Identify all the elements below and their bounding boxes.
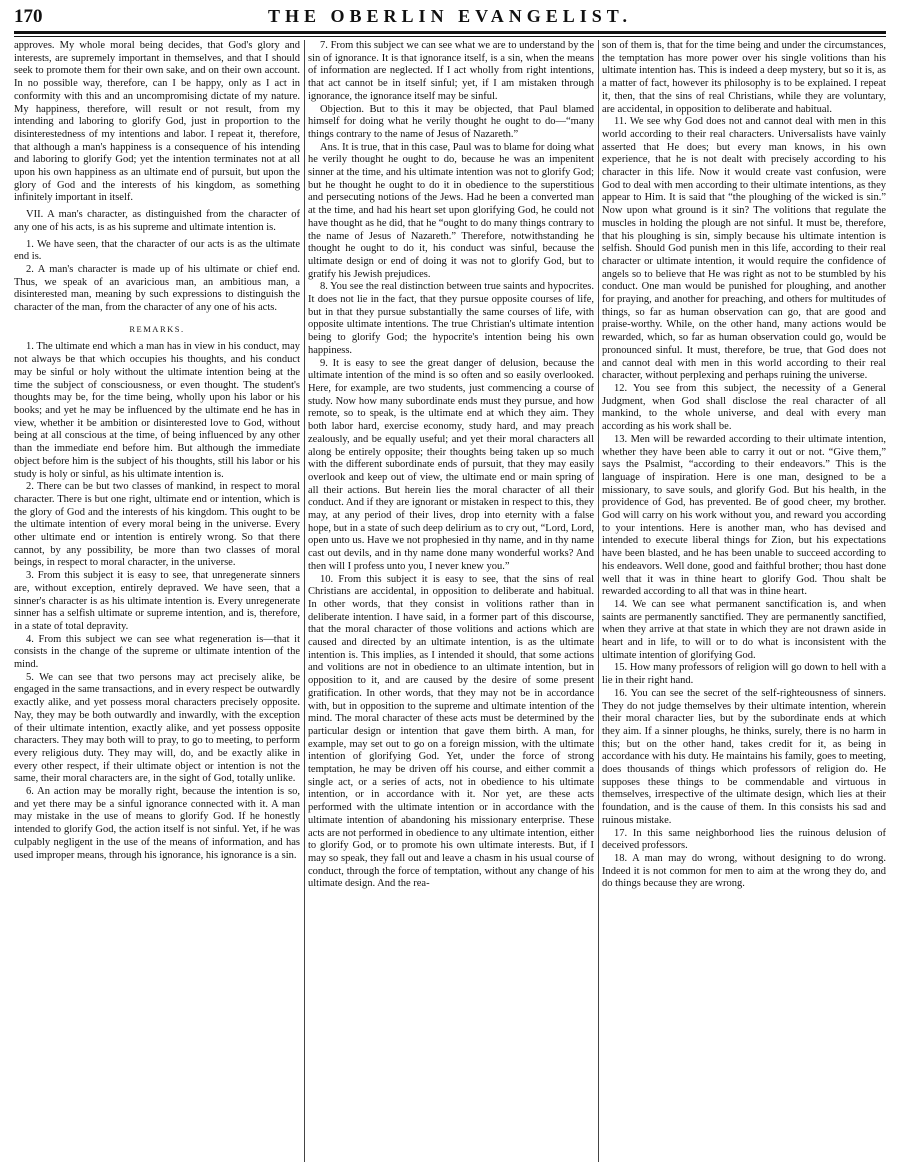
section-label: REMARKS. <box>129 323 185 334</box>
masthead <box>14 6 886 34</box>
paragraph: 9. It is easy to see the great danger of delusion, because the ultimate intention of the mind is so often and so easily overlooked. Here, for example, are two students, just commencing a course of study. Now how many subordinate ends must they pursue, and how remote, so to speak, is the ultimate end at which they aim. They both labor hard, exercise economy, study hard, and may preach zealously, and be equally useful; and yet their moral characters all along be entirely opposite; their thoughts being taken up so much with the different subordinate ends of pursuit, that they may easily overlook and keep out of view, the ultimate end or main spring of all their actions. But herein lies the moral character of all their conduct. And if they are ignorant or mistaken in respect to this, they may, at any period of their lives, drop into eternity with a false hope, but in a state of such deep delirium as to cry out, “Lord, Lord, open unto us. Have we not prophesied in thy name, and in thy name cast out devils, and in thy name done many wonderful works? And then will I profess unto you, I never knew you.” <box>308 357 594 572</box>
newspaper-title: THE OBERLIN EVANGELIST. <box>268 6 632 26</box>
paragraph: 13. Men will be rewarded according to their ultimate intention, whether they have been able to carry it out or not. “Give them,” says the Psalmist, “according to their endeavors.” This is the language of inspiration. Here is one man, designed to be a missionary, to save souls, and glorify God. But his health, in the providence of God, has prevented. Be of good cheer, my brother. God will carry on his work without you, and reward you according to your intentions. Here is another man, who has devised and intended to execute liberal things for Zion, but his expectations have been blasted, and he has been unable to succeed according to his endeavors. Well done, good and faithful brother; thou hast done well that it was in thine heart to glorify God. Thou shalt be rewarded according to all that was in thine heart. <box>602 433 886 598</box>
paragraph: 15. How many professors of religion will go down to hell with a lie in their right hand. <box>602 662 886 687</box>
paragraph: 3. From this subject it is easy to see, that unregenerate sinners are, without exception, entirely depraved. We have seen, that a sinner's character is as his ultimate intention is. Every unregenerate sinner has a selfish ultimate or supreme intention, and is, therefore, in a state of total depravity. <box>14 570 300 632</box>
paragraph: 1. The ultimate end which a man has in view in his conduct, may not always be that which occupies his thoughts, and his conduct may be sinful or holy without the ultimate intention being at the time the subject of consciousness, or even thought. The student's thoughts may be, for the time being, wholly upon his labor or his books; and yet he may be influenced by the ultimate end he has in view, whether it be ambition or disinterested love to God, without being at all conscious at the time, of being influenced by any other than the immediate end before him. But although the immediate object before him is the subject of his thoughts, still his labor or his study is holy or sinful, as his ultimate intention is. <box>14 341 300 480</box>
paragraph: 11. We see why God does not and cannot deal with men in this world according to their real characters. Universalists have vainly asserted that He does; but every man knows, in his own experience, that he is not dealt with precisely according to his character in this life. Now it would create vast confusion, were God to deal with men according to their ultimate intentions, as they appear to Him. It is said that “the ploughing of the wicked is sin.” Now upon what ground is it sin? The volitions that regulate the muscles in holding the plough are not sinful. It must be, therefore, that his ploughing is sin, simply because his ultimate intention is selfish. Should God punish men in this life, according to their real character or ultimate intention, it would require the confidence of angels so to believe that He was right as not to be stumbled by his conduct. One man would be punished for ploughing, and another for praying, and another for preaching, and others for multitudes of things, so far as human observation can go, that are good and praise-worthy. While, on the other hand, many actions would be rewarded, which, so far as human observation could go, would be pronounced sinful. It must, therefore, be true, that God does not and cannot deal with men in this world according to their real character, without perplexing and perhaps ruining the universe. <box>602 116 886 382</box>
column-divider <box>598 40 599 1162</box>
paragraph: 10. From this subject it is easy to see, that the sins of real Christians are accidental, in opposition to deliberate and habitual. In other words, that they consist in volitions rather than in deliberate intention. I have said, in a former part of this discourse, that the moral character of those volitions and actions which are caused and directed by an ultimate intention, is as the ultimate intention is. This implies, as I intended it should, that some actions and volitions are not in obedience to an ultimate intention, but in opposition to it, and are caused by the desire of some present gratification. In other words, that they may not be in accordance with, but in opposition to the supreme and ultimate intention of the mind. The moral character of these acts must be determined by the particular design or intention that gave them birth. A man, for example, may set out to go on a foreign mission, with the ultimate intention of glorifying God. Yet, under the force of strong temptation, he may be driven off his course, and either commit a single act, or a series of acts, not in obedience to his ultimate intention, or in accordance with it. Nor yet, are these acts performed with the ultimate intention or in accordance with the ultimate intention of abandoning his missionary enterprise. These acts are not performed in obedience to any ultimate intention, either to glorify God, or to promote his own ultimate interests. But, if I may so speak, they fall out and leave a chasm in his usual course of conduct, through the force of temptation, without any change of his ultimate design. And the rea- <box>308 573 594 890</box>
paragraph: approves. My whole moral being decides, that God's glory and interests, are supremely important in themselves, and that I should seek to promote them for their own sake, and on their own account. In no possible way, therefore, can I be happy, only as I act in conformity with this and an uncompromising dictate of my nature. My happiness, therefore, will result or not result, from my intending and laboring to glorify God, just in proportion to the disinterestedness of my intentions and labor. I repeat it, therefore, that although a man's happiness is a consequence of his intending and laboring to glorify God; yet the intention terminates not at all upon his own happiness as an ultimate end of pursuit, but upon the glory of God and the interests of his kingdom, as something infinitely important in itself. <box>14 40 300 204</box>
paragraph: Objection. But to this it may be objected, that Paul blamed himself for doing what he verily thought he ought to do—“many things contrary to the name of Jesus of Nazareth.” <box>308 103 594 140</box>
paragraph: 2. There can be but two classes of mankind, in respect to moral character. There is but one right, ultimate end or intention, which is the glory of God and the interests of his kingdom. This ought to be the ultimate intention of every moral being in the universe. Every other ultimate end or intention is entirely wrong. So that there cannot, by any possibility, be more than two classes of moral beings, in respect to moral character, in the universe. <box>14 481 300 569</box>
paragraph: 1. We have seen, that the character of our acts is as the ultimate end is. <box>14 238 300 263</box>
paragraph: 18. A man may do wrong, without designing to do wrong. Indeed it is not common for men to aim at the wrong they do, and do things because they are wrong. <box>602 853 886 890</box>
paragraph: son of them is, that for the time being and under the circumstances, the temptation has more power over his single volitions than his ultimate intention has. This is indeed a deep mystery, but so it is, as a matter of fact, however its philosophy is to be explained. I repeat it, then, that the sins of real Christians, while they are voluntary, are accidental, in opposition to deliberate and habitual. <box>602 40 886 115</box>
header-rule-thin <box>14 36 886 37</box>
paragraph: Ans. It is true, that in this case, Paul was to blame for doing what he verily thought he ought to do, because he was an impenitent sinner at the time, and his ultimate intention was not to glorify God; but he thought he ought to do it in obedience to the superstitious and persecuting notions of the Jews. Had he been a converted man at the time, and had his heart set upon glorifying God, he could not have thought as he did, that he “ought to do many things contrary to the name of Jesus of Nazareth.” Therefore, notwithstanding he thought he ought to do it, his conduct was sinful, because the ultimate design or end of doing it was not to glorify God, but to gratify his Jewish prejudices. <box>308 141 594 280</box>
paragraph: 8. You see the real distinction between true saints and hypocrites. It does not lie in the fact, that they pursue opposite courses of life, but in that they pursue substantially the same courses of life, with opposite ultimate intentions. The true Christian's ultimate intention being to glorify God; the hypocrite's intention being his own happiness. <box>308 281 594 356</box>
section-heading: VII. A man's character, as distinguished from the character of any one of his acts, is as his supreme and ultimate intention is. <box>14 209 300 233</box>
paragraph: 16. You can see the secret of the self-righteousness of sinners. They do not judge themselves by their ultimate intention, wherein their moral character lies, but by the subordinate ends at which they aim. If a sinner ploughs, he thinks, surely, there is no harm in this; but on the other hand, takes credit for it, as being in accordance with his duty. He maintains his family, goes to meeting, does thousands of things which professors of religion do. He supposes these things to be commendable and virtuous in themselves, irrespective of the ultimate design, which lies at their foundation, and is the cause of them. In this consists his sad and ruinous mistake. <box>602 687 886 826</box>
paragraph: 17. In this same neighborhood lies the ruinous delusion of deceived professors. <box>602 827 886 852</box>
header-rule-thick <box>14 31 886 34</box>
paragraph: 7. From this subject we can see what we are to understand by the sin of ignorance. It is that ignorance itself, is a sin, when the means of information are neglected. If I act wholly from right intentions, that act cannot be in itself sinful; yet, if I am mistaken through ignorance, the ignorance itself may be sinful. <box>308 40 594 102</box>
text-column-2 <box>308 40 594 1162</box>
page-number: 170 <box>14 6 43 27</box>
paragraph: 4. From this subject we can see what regeneration is—that it consists in the change of the supreme or ultimate intention of the mind. <box>14 633 300 671</box>
column-divider <box>304 40 305 1162</box>
paragraph: 2. A man's character is made up of his ultimate or chief end. Thus, we speak of an avaricious man, an ambitious man, a disinterested man, meaning by such expressions to distinguish the character of the man, from the character of any one of his acts. <box>14 263 300 314</box>
paragraph: 5. We can see that two persons may act precisely alike, be engaged in the same transactions, and in every respect be outwardly exactly alike, and yet possess moral characters precisely opposite. Nay, they may be both outwardly and inwardly, with the exception of their ultimate intention, exactly alike, and yet possess opposite characters. They may both will to pray, to go to meeting, to perform every religious duty. They may will, do, and be exactly alike in every other respect, if their ultimate object or intention is not the same, their moral characters are, in the sight of God, totally unlike. <box>14 671 300 785</box>
paragraph: 14. We can see what permanent sanctification is, and when saints are permanently sanctified. They are permanently sanctified, when they arrive at that state in which they are not drawn aside in heart and in life, to will or to do what is inconsistent with the ultimate intention of glorifying God. <box>602 598 886 661</box>
text-column-3 <box>602 40 886 1162</box>
paragraph: 6. An action may be morally right, because the intention is so, and yet there may be a sinful ignorance connected with it. A man may mistake in the use of means to glorify God. If he honestly intended to glorify God, the action itself is not sinful. Yet, if he was culpably negligent in the use of the means of information, and has used improper means, through his ignorance, his ignorance is a sin. <box>14 786 300 861</box>
text-column-1 <box>14 40 300 1162</box>
paragraph: 12. You see from this subject, the necessity of a General Judgment, when God shall disclose the real character of all mankind, to the whole universe, and deal with every man according as his work shall be. <box>602 382 886 433</box>
